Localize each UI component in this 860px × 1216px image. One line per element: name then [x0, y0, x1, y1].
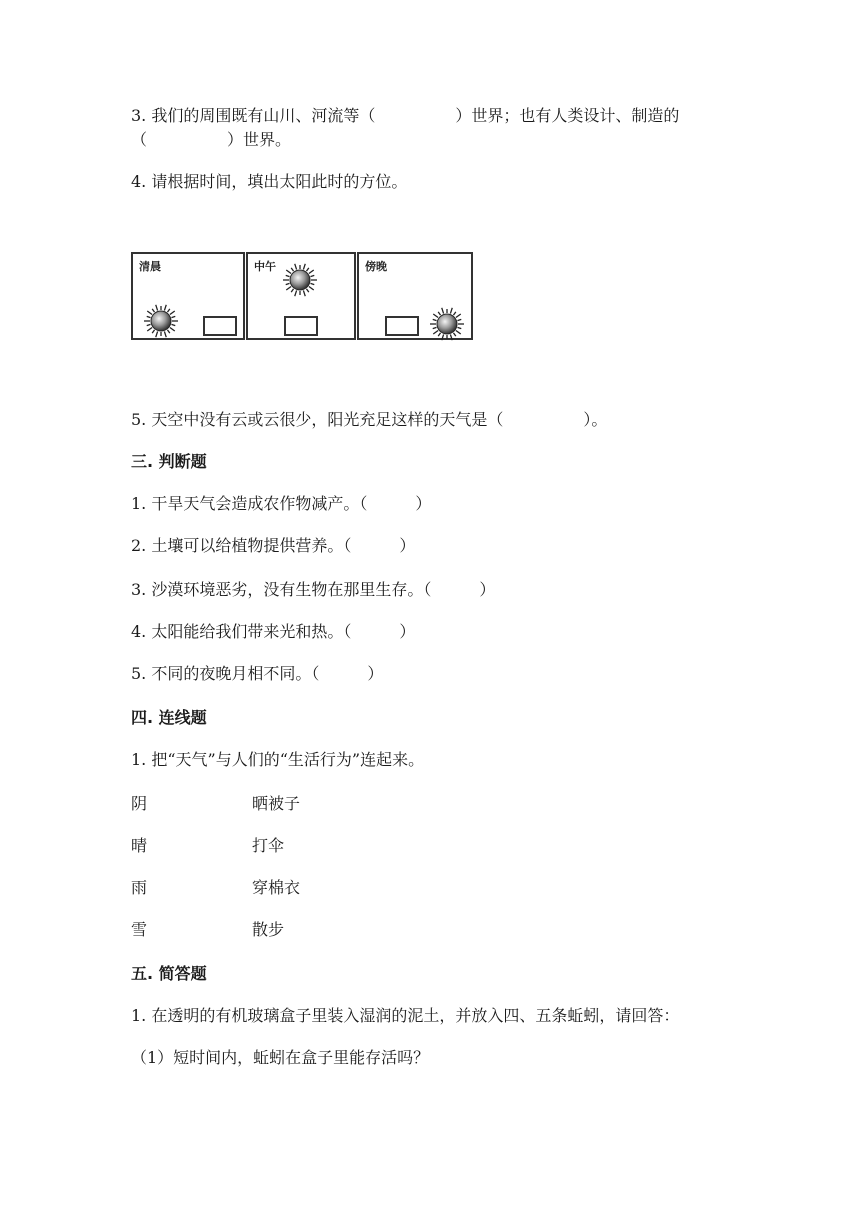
- question-4: 4. 请根据时间，填出太阳此时的方位。: [131, 172, 408, 191]
- activity-item: 打伞: [252, 836, 285, 855]
- activity-item: 散步: [252, 920, 285, 939]
- judge-item: 4. 太阳能给我们带来光和热。（ ）: [131, 622, 416, 641]
- panel-label: 中午: [254, 260, 276, 273]
- weather-item: 雨: [131, 878, 148, 897]
- answer-box[interactable]: [385, 316, 419, 336]
- answer-box[interactable]: [203, 316, 237, 336]
- activity-item: 穿棉衣: [252, 878, 301, 897]
- panel-label: 清晨: [139, 260, 161, 273]
- judge-item: 5. 不同的夜晚月相不同。（ ）: [131, 664, 384, 683]
- section-heading-short-answer: 五. 简答题: [131, 964, 207, 983]
- panel-morning: [131, 252, 245, 340]
- panel-evening: [357, 252, 473, 340]
- matching-question: 1. 把“天气”与人们的“生活行为”连起来。: [131, 750, 425, 769]
- judge-item: 2. 土壤可以给植物提供营养。（ ）: [131, 536, 416, 555]
- question-5: 5. 天空中没有云或云很少，阳光充足这样的天气是（ ）。: [131, 410, 608, 429]
- sun-icon: [282, 262, 318, 298]
- sun-icon: [143, 303, 179, 339]
- section-heading-judge: 三. 判断题: [131, 452, 207, 471]
- judge-item: 3. 沙漠环境恶劣，没有生物在那里生存。（ ）: [131, 580, 496, 599]
- question-3-line-1: 3. 我们的周围既有山川、河流等（ ）世界；也有人类设计、制造的: [131, 106, 680, 125]
- sun-position-diagram: [131, 252, 473, 344]
- activity-item: 晒被子: [252, 794, 301, 813]
- weather-item: 雪: [131, 920, 148, 939]
- judge-item: 1. 干旱天气会造成农作物减产。（ ）: [131, 494, 432, 513]
- panel-noon: [246, 252, 356, 340]
- panel-label: 傍晚: [365, 260, 387, 273]
- short-answer-subquestion: （1）短时间内，蚯蚓在盒子里能存活吗？: [131, 1048, 430, 1067]
- weather-item: 晴: [131, 836, 148, 855]
- section-heading-matching: 四. 连线题: [131, 708, 207, 727]
- question-3-line-2: （ ）世界。: [131, 130, 292, 149]
- answer-box[interactable]: [284, 316, 318, 336]
- weather-item: 阴: [131, 794, 148, 813]
- short-answer-question: 1. 在透明的有机玻璃盒子里装入湿润的泥土，并放入四、五条蚯蚓，请回答：: [131, 1006, 680, 1025]
- sun-icon: [429, 306, 465, 342]
